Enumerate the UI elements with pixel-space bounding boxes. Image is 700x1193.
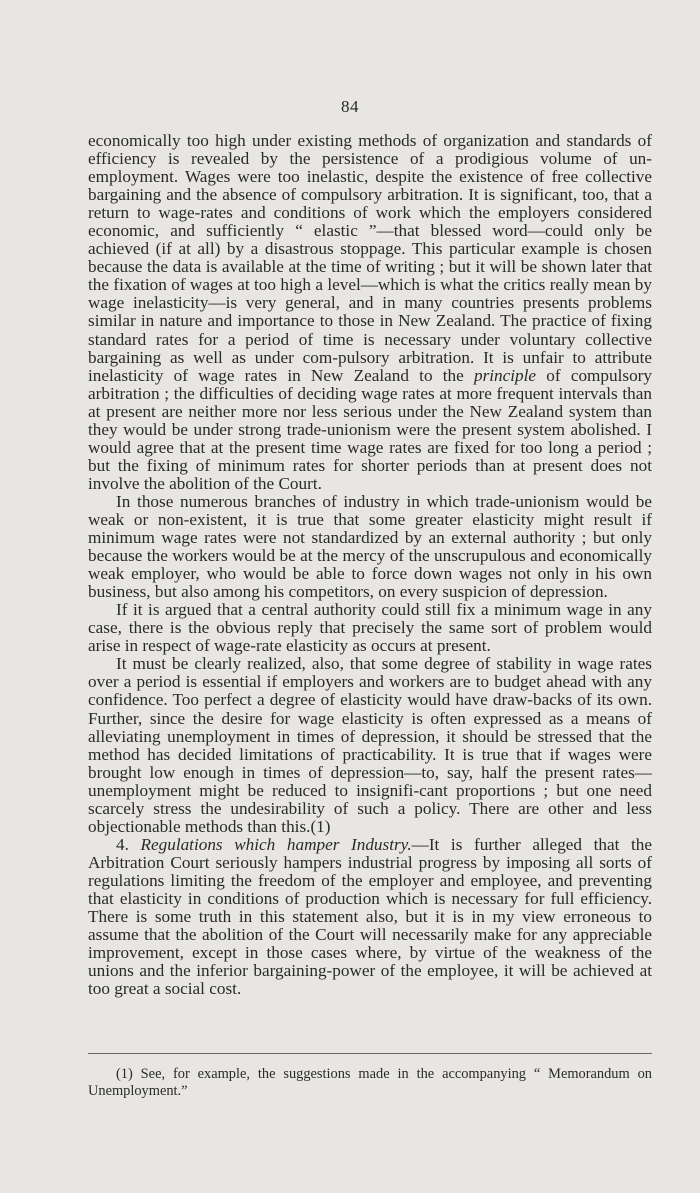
section-heading: Regulations which hamper Industry. [140, 834, 412, 854]
footnote-text: (1) See, for example, the suggestions made in the accompanying “ Memorandum on Unemployment.” [88, 1066, 652, 1099]
footnote-rule [88, 1053, 652, 1054]
body-text [88, 132, 652, 998]
section-number: 4. [116, 834, 141, 854]
paragraph-4: It must be clearly realized, also, that some degree of stability in wage rates over a period is essential if employers and workers are to budget ahead with any confidence. Too perfect a degree of elasticity would have draw-backs of its own. Further, since the desire for wage elasticity is often expressed as a means of alleviating unemployment in times of depression, it should be stressed that the method has decided limitations of practicability. It is true that if wages were brought low enough in times of depression—to, say, half the present rates—unemployment might be reduced to insignifi-cant proportions ; but one need scarcely stress the undesirability of such a policy. There are other and less objectionable methods than this.(1) [88, 654, 652, 836]
paragraph-3: If it is argued that a central authority could still fix a minimum wage in any case, there is the obvious reply that precisely the same sort of problem would arise in respect of wage-rate elasticity as occurs at present. [88, 600, 652, 656]
paragraph-5-text: —It is further alleged that the Arbitration Court seriously hampers industrial progress by imposing all sorts of regulations limiting the freedom of the employer and employee, and preventing that elasticity in conditions of production which is necessary for full efficiency. There is some truth in this statement also, but it is in my view erroneous to assume that the abolition of the Court will necessarily make for any appreciable improvement, except in those cases where, by virtue of the weakness of the unions and the inferior bargaining-power of the employee, it will be achieved at too great a social cost. [88, 834, 652, 999]
page-number: 84 [341, 97, 359, 116]
paragraph-1-italic-principle: principle [474, 365, 537, 385]
paragraph-2: In those numerous branches of industry in which trade-unionism would be weak or non-existent, it is true that some greater elasticity might result if minimum wage rates were not standardized by an external authority ; but only because the workers would be at the mercy of the unscrupulous and economically weak employer, who would be able to force down wages not only in his own business, but also among his competitors, on every suspicion of depression. [88, 491, 652, 602]
paragraph-1 [88, 132, 652, 493]
paragraph-1-text: economically too high under existing methods of organization and standards of efficiency is revealed by the persistence of a prodigious volume of un-employment. Wages were too inelastic, despite the existence of free collective bargaining and the absence of compulsory arbitration. It is significant, too, that a return to wage-rates and conditions of work which the employers considered economic, and sufficiently “ elastic ”—that blessed word—could only be achieved (if at all) by a disastrous stoppage. This particular example is chosen because the data is available at the time of writing ; but it will be shown later that the fixation of wages at too high a level—which is what the critics really mean by wage inelasticity—is very general, and in many countries presents problems similar in nature and importance to those in New Zealand. The practice of fixing standard rates for a period of time is necessary under voluntary collective bargaining as well as under com-pulsory arbitration. It is unfair to attribute inelasticity of wage rates in New Zealand to the [88, 131, 652, 385]
footnote [88, 1066, 652, 1099]
paragraph-5 [88, 836, 652, 998]
paragraph-1-text-continued: of compulsory arbitration ; the difficulties of deciding wage rates at more frequent intervals than at present are neither more nor less serious under the New Zealand system than they would be under strong trade-unionism were the present system abolished. I would agree that at the present time wage rates are fixed for too long a period ; but the fixing of minimum rates for shorter periods than at present does not involve the abolition of the Court. [88, 365, 652, 493]
